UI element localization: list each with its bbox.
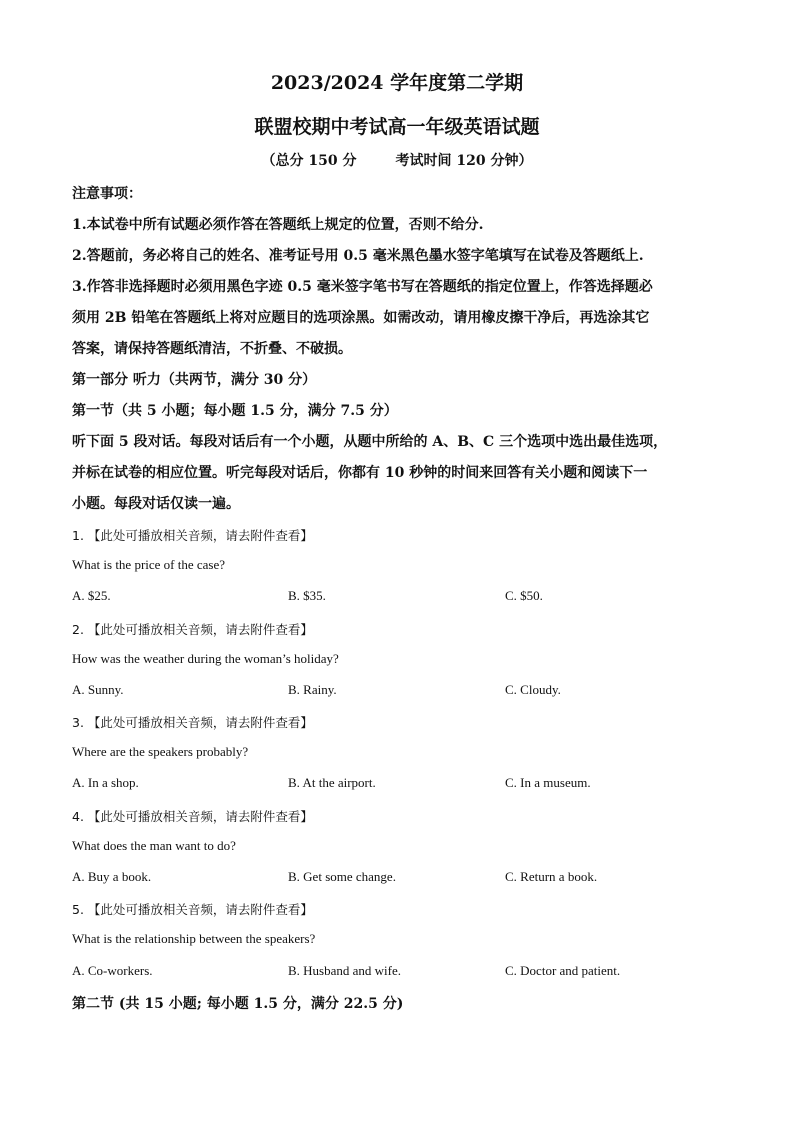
q4-option-b: B. Get some change. <box>288 869 396 884</box>
audio-link-2[interactable]: 2. 【此处可播放相关音频，请去附件查看】 <box>72 622 313 637</box>
exam-subtitle: （总分 150 分 考试时间 120 分钟） <box>261 153 533 169</box>
q2-option-c: C. Cloudy. <box>505 682 561 697</box>
audio-link-5[interactable]: 5. 【此处可播放相关音频，请去附件查看】 <box>72 902 313 917</box>
audio-link-4[interactable]: 4. 【此处可播放相关音频，请去附件查看】 <box>72 809 313 824</box>
exam-title: 联盟校期中考试高一年级英语试题 <box>254 116 540 138</box>
question-5-text: What is the relationship between the speakers? <box>72 931 316 946</box>
q1-option-c: C. $50. <box>505 588 543 603</box>
q5-option-c: C. Doctor and patient. <box>505 963 621 978</box>
section1-instructions-a: 听下面 5 段对话。每段对话后有一个小题，从题中所给的 A、B、C 三个选项中选出最佳选项， <box>72 434 668 450</box>
q4-option-c: C. Return a book. <box>505 869 598 884</box>
q3-option-c: C. In a museum. <box>505 775 591 790</box>
q3-option-b: B. At the airport. <box>288 775 376 790</box>
note-line-3b: 须用 2B 铅笔在答题纸上将对应题目的选项涂黑。如需改动，请用橡皮擦干净后，再选涂其它 <box>72 310 650 326</box>
note-line-2: 2.答题前，务必将自己的姓名、准考证号用 0.5 毫米黑色墨水签字笔填写在试卷及答题纸上. <box>72 248 644 264</box>
question-3-text: Where are the speakers probably? <box>72 744 249 759</box>
question-1-text: What is the price of the case? <box>72 557 226 572</box>
q1-option-a: A. $25. <box>72 588 111 603</box>
q5-option-b: B. Husband and wife. <box>288 963 402 978</box>
q1-option-b: B. $35. <box>288 588 326 603</box>
audio-link-1[interactable]: 1. 【此处可播放相关音频，请去附件查看】 <box>72 528 313 543</box>
question-4-text: What does the man want to do? <box>72 838 236 853</box>
q2-option-a: A. Sunny. <box>72 682 124 697</box>
section1-heading: 第一节（共 5 小题；每小题 1.5 分，满分 7.5 分） <box>72 403 398 419</box>
section1-instructions-c: 小题。每段对话仅读一遍。 <box>72 496 240 512</box>
question-2-text: How was the weather during the woman’s holiday? <box>72 651 339 666</box>
q3-option-a: A. In a shop. <box>72 775 139 790</box>
note-line-3a: 3.作答非选择题时必须用黑色字迹 0.5 毫米签字笔书写在答题纸的指定位置上，作答选择题必 <box>72 279 653 295</box>
note-line-1: 1.本试卷中所有试题必须作答在答题纸上规定的位置，否则不给分. <box>72 217 484 233</box>
q5-option-a: A. Co-workers. <box>72 963 153 978</box>
section1-instructions-b: 并标在试卷的相应位置。听完每段对话后，你都有 10 秒钟的时间来回答有关小题和阅读下一 <box>72 465 648 481</box>
audio-link-3[interactable]: 3. 【此处可播放相关音频，请去附件查看】 <box>72 715 313 730</box>
q4-option-a: A. Buy a book. <box>72 869 152 884</box>
notes-heading: 注意事项： <box>72 186 142 202</box>
section2-heading: 第二节 (共 15 小题; 每小题 1.5 分，满分 22.5 分) <box>72 996 404 1012</box>
note-line-3c: 答案，请保持答题纸清洁，不折叠、不破损。 <box>72 341 352 357</box>
q2-option-b: B. Rainy. <box>288 682 337 697</box>
exam-title-year: 2023/2024 学年度第二学期 <box>270 72 524 94</box>
part1-heading: 第一部分 听力（共两节，满分 30 分） <box>72 372 317 388</box>
